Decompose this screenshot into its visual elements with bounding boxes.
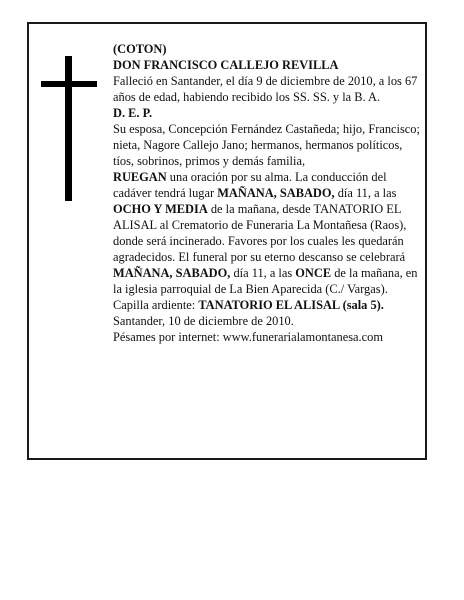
condolences-line: Pésames por internet: www.funerarialamontanesa.com: [113, 330, 383, 344]
funeral-time: ONCE: [295, 266, 332, 280]
place-date-line: Santander, 10 de diciembre de 2010.: [113, 314, 294, 328]
obituary-notice: [27, 22, 427, 460]
conduction-time: OCHO Y MEDIA: [113, 202, 208, 216]
ruegan-label: RUEGAN: [113, 170, 167, 184]
death-announcement: Falleció en Santander, el día 9 de diciembre de 2010, a los 67 años de edad, habiendo recibido los SS. SS. y la B. A.: [113, 74, 418, 104]
chapel-location: TANATORIO EL ALISAL (sala 5).: [198, 298, 384, 312]
funeral-day: MAÑANA, SABADO,: [113, 266, 231, 280]
ceremony-text-1: una oración por su alma. La conducción del cadáver tendrá lugar: [113, 170, 387, 200]
deceased-nickname: (COTON): [113, 42, 167, 56]
cross-icon: [41, 56, 97, 201]
deceased-name: DON FRANCISCO CALLEJO REVILLA: [113, 58, 339, 72]
dep-line: D. E. P.: [113, 106, 153, 120]
ceremony-text-3: de la mañana, desde TANATORIO EL ALISAL al Crematorio de Funeraria La Montañesa (Raos), donde será incinerado. Favores por los cuales les quedarán agradecidos. El funeral por su eterno descanso se celebrará: [113, 202, 407, 264]
family-list: Su esposa, Concepción Fernández Castañeda; hijo, Francisco; nieta, Nagore Callejo Jano; hermanos, hermanos políticos, tíos, sobrinos, primos y demás familia,: [113, 122, 420, 168]
cross-horizontal-bar: [41, 81, 97, 87]
ceremony-text-5: de la mañana, en la iglesia parroquial de La Bien Aparecida (C./ Vargas). Capilla ardiente:: [113, 266, 418, 312]
ceremony-text-2: día 11, a las: [334, 186, 397, 200]
notice-text: [113, 41, 425, 345]
conduction-day: MAÑANA, SABADO,: [217, 186, 335, 200]
ceremony-text-4: día 11, a las: [230, 266, 296, 280]
cross-vertical-bar: [65, 56, 72, 201]
ceremony-details: [113, 169, 425, 313]
